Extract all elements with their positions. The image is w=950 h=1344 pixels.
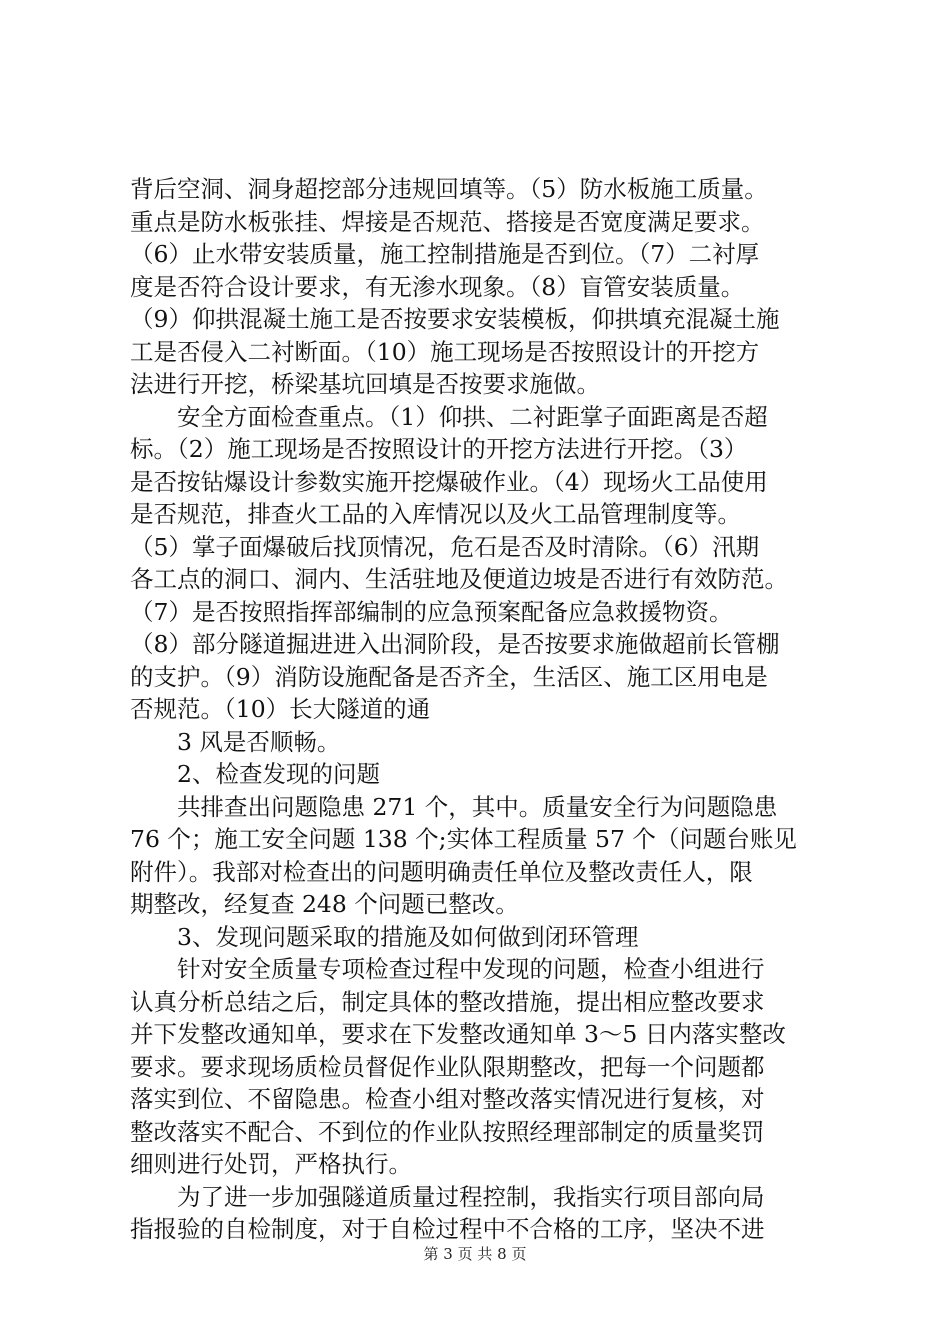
text-line: 标。（2）施工现场是否按照设计的开挖方法进行开挖。（3） bbox=[130, 435, 748, 463]
text-line: 重点是防水板张挂、焊接是否规范、搭接是否宽度满足要求。 bbox=[130, 207, 765, 236]
text-line: 针对安全质量专项检查过程中发现的问题，检查小组进行 bbox=[177, 955, 765, 983]
section-heading: 3、发现问题采取的措施及如何做到闭环管理 bbox=[177, 922, 639, 951]
text-line: 期整改，经复查 248 个问题已整改。 bbox=[130, 890, 519, 918]
text-line: （7）是否按照指挥部编制的应急预案配备应急救援物资。 bbox=[130, 597, 733, 626]
text-line: （5）掌子面爆破后找顶情况，危石是否及时清除。（6）汛期 bbox=[130, 532, 760, 561]
text-line: 度是否符合设计要求，有无渗水现象。（8）盲管安装质量。 bbox=[130, 272, 745, 301]
text-line: 3 风是否顺畅。 bbox=[177, 727, 341, 756]
text-line: 落实到位、不留隐患。检查小组对整改落实情况进行复核，对 bbox=[130, 1085, 765, 1113]
text-line: 整改落实不配合、不到位的作业队按照经理部制定的质量奖罚 bbox=[130, 1117, 765, 1146]
text-line: 为了进一步加强隧道质量过程控制，我指实行项目部向局 bbox=[177, 1182, 765, 1211]
text-line: （9）仰拱混凝土施工是否按要求安装模板，仰拱填充混凝土施 bbox=[130, 305, 780, 333]
text-line: 认真分析总结之后，制定具体的整改措施，提出相应整改要求 bbox=[130, 987, 765, 1016]
text-line: （8）部分隧道掘进进入出洞阶段，是否按要求施做超前长管棚 bbox=[130, 630, 780, 658]
text-line: 76 个；施工安全问题 138 个;实体工程质量 57 个（问题台账见 bbox=[130, 825, 797, 853]
text-line: 细则进行处罚，严格执行。 bbox=[130, 1150, 412, 1178]
text-line: 的支护。（9）消防设施配备是否齐全，生活区、施工区用电是 bbox=[130, 662, 768, 691]
text-line: （6）止水带安装质量，施工控制措施是否到位。（7）二衬厚 bbox=[130, 240, 760, 268]
section-heading: 2、检查发现的问题 bbox=[177, 760, 380, 788]
page-footer: 第 3 页 共 8 页 bbox=[423, 1245, 527, 1263]
text-line: 否规范。（10）长大隧道的通 bbox=[130, 695, 431, 723]
text-line: 背后空洞、洞身超挖部分违规回填等。（5）防水板施工质量。 bbox=[130, 175, 768, 203]
text-line: 各工点的洞口、洞内、生活驻地及便道边坡是否进行有效防范。 bbox=[130, 565, 788, 593]
text-line: 并下发整改通知单，要求在下发整改通知单 3～5 日内落实整改 bbox=[130, 1020, 786, 1048]
text-line: 附件）。我部对检查出的问题明确责任单位及整改责任人，限 bbox=[130, 857, 753, 886]
text-line: 指报验的自检制度，对于自检过程中不合格的工序，坚决不进 bbox=[130, 1215, 765, 1243]
text-line: 是否规范，排查火工品的入库情况以及火工品管理制度等。 bbox=[130, 500, 741, 528]
text-line: 法进行开挖，桥梁基坑回填是否按要求施做。 bbox=[130, 370, 600, 398]
text-line: 是否按钻爆设计参数实施开挖爆破作业。（4）现场火工品使用 bbox=[130, 467, 768, 496]
text-line: 要求。要求现场质检员督促作业队限期整改，把每一个问题都 bbox=[130, 1052, 765, 1081]
text-line: 共排查出问题隐患 271 个，其中。质量安全行为问题隐患 bbox=[177, 792, 778, 821]
document-body bbox=[130, 173, 835, 1246]
text-line: 工是否侵入二衬断面。（10）施工现场是否按照设计的开挖方 bbox=[130, 337, 760, 366]
text-line: 安全方面检查重点。（1）仰拱、二衬距掌子面距离是否超 bbox=[177, 402, 768, 431]
